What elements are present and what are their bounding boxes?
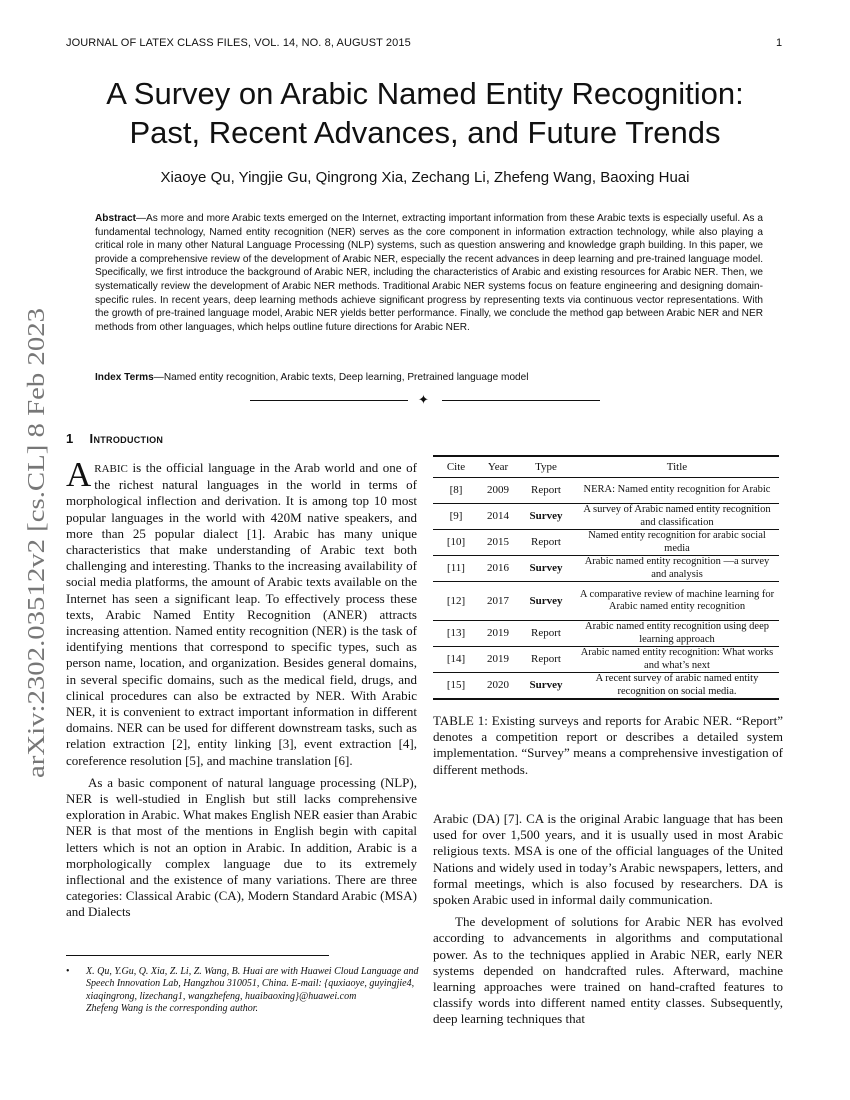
table-cell-type: Survey — [517, 673, 575, 700]
footnote-bullet: • — [66, 966, 70, 977]
intro-paragraph-1 — [66, 455, 417, 769]
table-cell-type: Report — [517, 530, 575, 556]
left-column — [66, 455, 417, 921]
table-cell-year: 2015 — [479, 530, 517, 556]
right-paragraph-1: Arabic (DA) [7]. CA is the original Arabic language that has been used for over 1,500 years, and it is usually used in most Arabic religious texts. MSA is one of the official languages of the United Nations and widely used in today’s Arabic newspapers, letters, and formal meetings, which is also focused by researchers. DA is spoken Arabic used in informal daily communication. — [433, 811, 783, 908]
index-terms-label: Index Terms — [95, 372, 154, 383]
column-header-title: Title — [575, 456, 779, 478]
table-cell-title: Arabic named entity recognition using deep learning approach — [575, 621, 779, 647]
table-cell-title: A comparative review of machine learning for Arabic named entity recognition — [575, 582, 779, 621]
column-header-year: Year — [479, 456, 517, 478]
table-cell-title: Arabic named entity recognition —a survey and analysis — [575, 556, 779, 582]
paper-title — [60, 74, 790, 152]
separator-diamond-icon: ✦ — [418, 392, 429, 407]
footnote-affiliation: X. Qu, Y.Gu, Q. Xia, Z. Li, Z. Wang, B. Huai are with Huawei Cloud Language and Speech Innovation Lab, Hangzhou 310051, China. E-mail: {quxiaoye, guyingjie4, xiaqingrong, lizechang1, wangzhefeng, huaibaoxing}@huawei.com — [86, 966, 419, 1002]
arxiv-stamp — [14, 300, 54, 780]
table-row — [433, 530, 779, 556]
table-row — [433, 582, 779, 621]
separator-rule-right — [442, 400, 600, 401]
title-line-2: Past, Recent Advances, and Future Trends — [129, 115, 721, 150]
separator-rule-left — [250, 400, 408, 401]
section-heading — [66, 431, 163, 446]
page-number: 1 — [776, 37, 783, 49]
table-cell-year: 2017 — [479, 582, 517, 621]
table-cell-title: Arabic named entity recognition: What works and what’s next — [575, 647, 779, 673]
table-cell-type: Report — [517, 647, 575, 673]
intro-paragraph-2: As a basic component of natural language processing (NLP), NER is well-studied in English but still lacks comprehensive exploration in Arabic. What makes English NER easier than Arabic NER is that most of the mentions in English begin with capital letters which is not an option in Arabic. In addition, Arabic is a morphologically complex language due to its extremely inflectional and the existence of many variations. There are three categories: Classical Arabic (CA), Modern Standard Arabic (MSA) and Dialects — [66, 774, 417, 920]
footnote-rule — [66, 955, 329, 956]
table-cell-cite: [9] — [433, 504, 479, 530]
table-row — [433, 647, 779, 673]
table-cell-year: 2019 — [479, 621, 517, 647]
table-cell-year: 2014 — [479, 504, 517, 530]
table-cell-cite: [12] — [433, 582, 479, 621]
index-terms — [95, 372, 763, 383]
column-header-cite: Cite — [433, 456, 479, 478]
table-caption: TABLE 1: Existing surveys and reports for Arabic NER. “Report” denotes a competition report or describes a detailed system implementation. “Survey” means a comprehensive investigation of different methods. — [433, 713, 783, 777]
table-cell-type: Report — [517, 621, 575, 647]
table-cell-cite: [11] — [433, 556, 479, 582]
table-cell-type: Report — [517, 478, 575, 504]
table-row — [433, 478, 779, 504]
table-cell-title: A survey of Arabic named entity recognition and classification — [575, 504, 779, 530]
section-number: 1 — [66, 431, 74, 446]
table-cell-cite: [10] — [433, 530, 479, 556]
footnote — [66, 966, 422, 1015]
survey-table — [433, 455, 779, 700]
running-header: JOURNAL OF LATEX CLASS FILES, VOL. 14, NO. 8, AUGUST 2015 — [66, 37, 411, 49]
column-header-type: Type — [517, 456, 575, 478]
table-cell-year: 2016 — [479, 556, 517, 582]
abstract-label: Abstract — [95, 213, 136, 224]
table-row — [433, 673, 779, 700]
table-cell-year: 2019 — [479, 647, 517, 673]
abstract-text: —As more and more Arabic texts emerged on the Internet, extracting important information from these Arabic texts is especially useful. As a fundamental technology, Named entity recognition (NER) serves as the core component in information extraction technology, while also playing a critical role in many other Natural Language Processing (NLP) systems, such as question answering and knowledge graph building. In this paper, we provide a comprehensive review of the development of Arabic NER, especially the recent advances in deep learning and pre-trained language model. Specifically, we first introduce the background of Arabic NER, including the characteristics of Arabic and existing resources for Arabic NER. Then, we systematically review the development of Arabic NER methods. Traditional Arabic NER systems focus on feature engineering and designing domain-specific rules. In recent years, deep learning methods achieve significant progress by representing texts via continuous vector representations. With the growth of pre-trained language model, Arabic NER yields better performance. Finally, we conclude the method gap between Arabic NER and NER methods from other languages, which helps outline future directions for Arabic NER. — [95, 213, 763, 333]
author-list: Xiaoye Qu, Yingjie Gu, Qingrong Xia, Zechang Li, Zhefeng Wang, Baoxing Huai — [160, 169, 690, 186]
dropcap-lead: RABIC — [94, 463, 128, 475]
right-paragraph-2: The development of solutions for Arabic NER has evolved according to advancements in algorithms and computational power. As to the techniques applied in Arabic NER, early NER systems depended on handcrafted rules. Afterward, machine learning approaches were trained on hand-crafted features to classify words into different named entity classes. Subsequently, deep learning techniques that — [433, 914, 783, 1027]
table-cell-cite: [8] — [433, 478, 479, 504]
table-cell-title: NERA: Named entity recognition for Arabic — [575, 478, 779, 504]
table-header-row — [433, 456, 779, 478]
dropcap: A — [66, 455, 92, 494]
table-cell-title: Named entity recognition for arabic social media — [575, 530, 779, 556]
table-cell-cite: [14] — [433, 647, 479, 673]
table-cell-year: 2009 — [479, 478, 517, 504]
intro-paragraph-1-text: is the official language in the Arab world and one of the richest natural languages in the world in terms of morphological inflection and derivation. It is among top 10 most popular languages in the world with 420M native speakers, and more than 25 popular dialect [1]. Arabic has many unique characteristics that make understanding of Arabic text both challenging and interesting. Thanks to the increasing availability of social media platforms, the amount of Arabic texts available on the Internet has seen a significant leap. To effectively process these texts, Arabic Named Entity Recognition (ANER) attracts increasing attention. Named entity recognition (NER) is the task of identifying mentions that correspond to specific types, such as person name, location, and organization. Besides general domains, in several specific domains, such as the medical field, drugs, and clinical procedures can also be extracted by NER. With Arabic NER, it is convenient to extract important information in different domains. NER can be used for different downstream tasks, such as relation extraction [2], entity linking [3], event extraction [4], coreference resolution [5], and machine translation [6]. — [66, 460, 417, 768]
table-cell-title: A recent survey of arabic named entity recognition on social media. — [575, 673, 779, 700]
table-cell-cite: [13] — [433, 621, 479, 647]
table-row — [433, 504, 779, 530]
title-line-1: A Survey on Arabic Named Entity Recognition: — [106, 76, 744, 111]
index-terms-text: —Named entity recognition, Arabic texts, Deep learning, Pretrained language model — [153, 372, 529, 383]
table-cell-year: 2020 — [479, 673, 517, 700]
table-row — [433, 556, 779, 582]
table-row — [433, 621, 779, 647]
footnote-corresponding: Zhefeng Wang is the corresponding author. — [86, 1002, 259, 1014]
table-cell-type: Survey — [517, 556, 575, 582]
right-column — [433, 811, 783, 1028]
section-title: Introduction — [89, 431, 164, 446]
arxiv-stamp-text: arXiv:2302.03512v2 [cs.CL] 8 Feb 2023 — [24, 386, 50, 778]
table-cell-type: Survey — [517, 582, 575, 621]
abstract — [95, 212, 763, 334]
table-cell-type: Survey — [517, 504, 575, 530]
table-cell-cite: [15] — [433, 673, 479, 700]
